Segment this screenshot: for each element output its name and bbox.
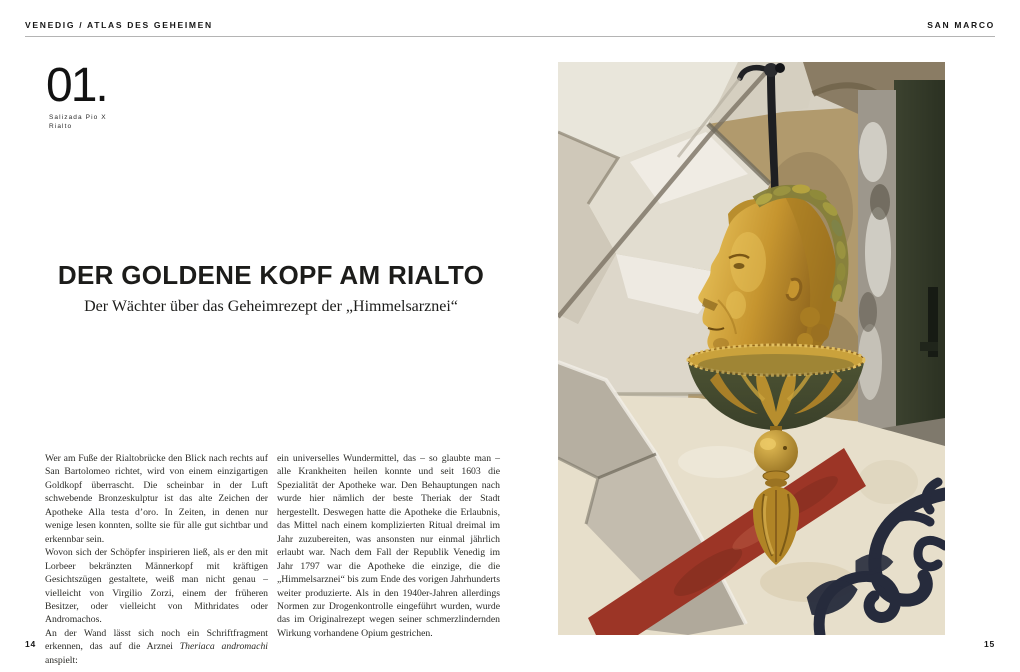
location-line-1: Salizada Pio X bbox=[49, 114, 107, 121]
italic-phrase: Theriaca andromachi bbox=[179, 641, 268, 653]
goldene-kopf-photo bbox=[558, 62, 945, 635]
article-number: 01. bbox=[46, 59, 107, 112]
title-block bbox=[45, 261, 497, 316]
paragraph: An der Wand lässt sich noch ein Schriftfragment erkennen, das auf die Arznei Theriaca andromachi anspielt: bbox=[45, 627, 268, 666]
paragraph: Wer am Fuße der Rialtobrücke den Blick nach rechts auf San Bartolomeo richtet, wird von einem einzigartigen Goldkopf überrascht. Die scheinbar in der Luft schwebende Bronzeskulptur ist das alte Zeichen der Apotheke Alla testa d’oro. In Zeiten, in denen nur wenige lesen konnten, sollte sie für alle gut sichtbar und erkennbar sein. bbox=[45, 453, 268, 545]
body-column-1 bbox=[45, 452, 268, 667]
article-title: DER GOLDENE KOPF AM RIALTO bbox=[57, 260, 485, 290]
gold-sphere bbox=[754, 430, 798, 474]
paragraph: ein universelles Wundermittel, das – so glaubte man – alle Krankheiten heilen konnte und seit 1603 die Spezialität der Apotheke war. Den Behauptungen nach wurde hier nämlich der beste Theriak der Stadt hergestellt. Deswegen hatte die Apotheke die Erlaubnis, das Mittel nach einem komplizierten Ritual dreimal im Jahr zuzubereiten, was ansonsten nur einmal jährlich erlaubt war. Nach dem Fall der Republik Venedig im Jahr 1797 war die Apotheke die einzige, die die „Himmelsarznei“ bis zum Ende des vorigen Jahrhunderts weiter produzierte. Als in den 1940er-Jahren allerdings Normen zur Drogenkontrolle eingeführt wurden, wurde das im Originalrezept wegen seiner schmerzlindernden Wirkung vorhandene Opium gestrichen. bbox=[277, 453, 500, 639]
article-subtitle: Der Wächter über das Geheimrezept der „Himmelsarznei“ bbox=[84, 297, 458, 315]
header-rule bbox=[25, 36, 995, 37]
article-location bbox=[49, 113, 107, 131]
location-line-2: Rialto bbox=[49, 123, 73, 130]
running-head-left: VENEDIG / ATLAS DES GEHEIMEN bbox=[25, 20, 213, 30]
page-number-right: 15 bbox=[983, 639, 995, 649]
body-column-2 bbox=[277, 452, 500, 640]
page-number-left: 14 bbox=[25, 639, 37, 649]
eye bbox=[734, 263, 745, 269]
running-head-right: SAN MARCO bbox=[927, 20, 995, 30]
paragraph: Wovon sich der Schöpfer inspirieren ließ, als er den mit Lorbeer bekränzten Männerkopf mit kräftigen Gesichtszügen gestaltete, weiß man nicht genau – vielleicht von Virgilio Zorzi, einem der früheren Besitzer, oder vielleicht von Mithridates oder Andromachos. bbox=[45, 547, 268, 626]
